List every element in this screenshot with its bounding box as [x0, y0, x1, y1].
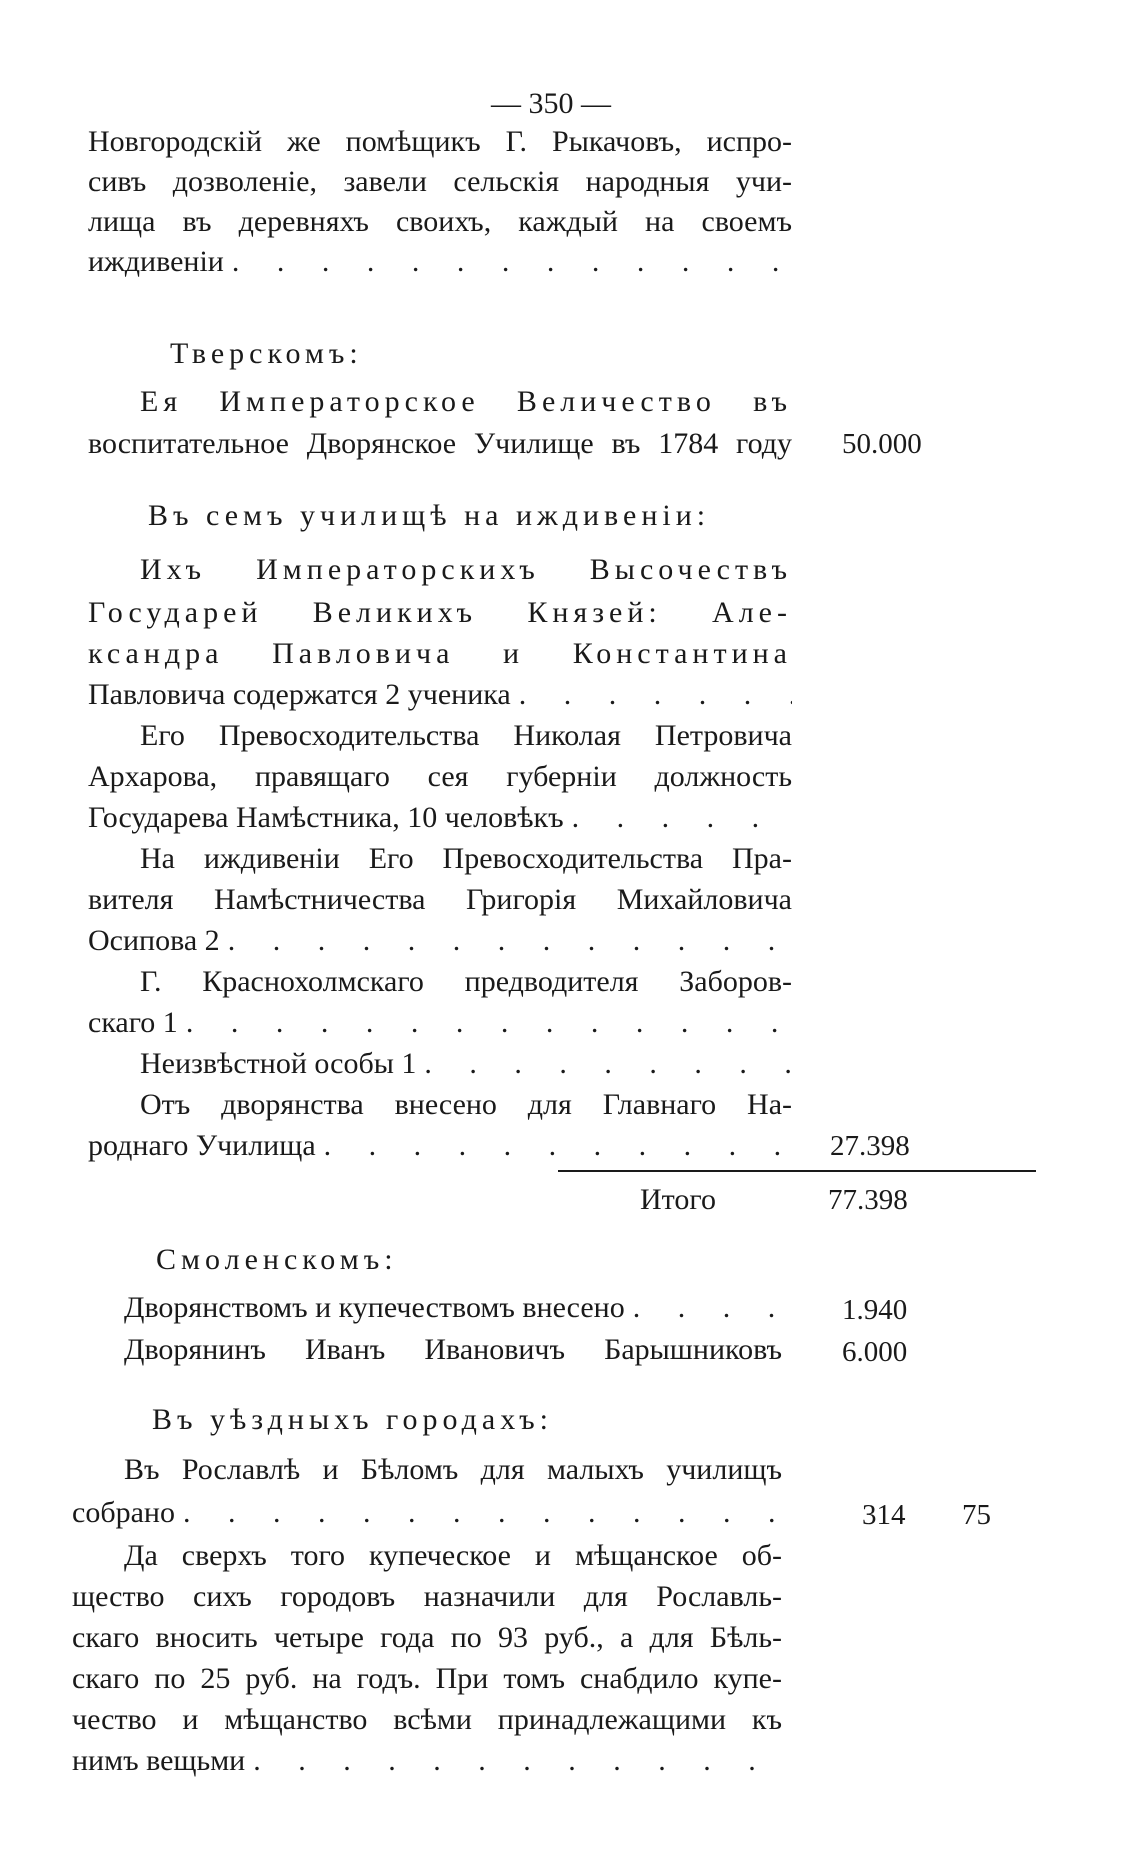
roslavl-line-1: Въ Рославлѣ и Бѣломъ для малыхъ училищъ: [124, 1453, 782, 1486]
roslavl-line-2: [72, 1495, 782, 1531]
zaborovsky-line-1: Г. Краснохолмскаго предводителя Заборов-: [140, 965, 792, 998]
extra-line-4: скаго по 25 руб. на годъ. При томъ снабдило купе-: [72, 1662, 782, 1695]
leader-dots: [245, 1743, 782, 1779]
empress-line-1: Ея Императорское Величество въ: [140, 385, 792, 418]
nobility-line-2: [88, 1128, 792, 1164]
leader-dots: [416, 1046, 792, 1082]
extra-line-2: щество сихъ городовъ назначили для Рославль-: [72, 1580, 782, 1613]
leader-dots: [224, 244, 792, 280]
extra-line-6: [72, 1743, 782, 1779]
grand-dukes-line-2: Государей Великихъ Князей: Але-: [88, 596, 792, 629]
extra-line-3: скаго вносить четыре года по 93 руб., а для Бѣль-: [72, 1621, 782, 1654]
smolensk-row-1-amount: 1.940: [842, 1294, 908, 1326]
unknown-person-line: [140, 1046, 792, 1082]
tver-subheading: Въ семъ училищѣ на иждивеніи:: [148, 499, 711, 532]
osipov-line-3-text: Осипова 2: [88, 924, 220, 957]
tver-heading: Тверскомъ:: [170, 337, 363, 370]
zaborovsky-line-2-text: скаго 1: [88, 1006, 178, 1039]
intro-line-1: Новгородскій же помѣщикъ Г. Рыкачовъ, испро-: [88, 125, 792, 158]
leader-dots: [220, 923, 792, 959]
smolensk-row-1: [124, 1290, 782, 1326]
zaborovsky-line-2: [88, 1005, 792, 1041]
osipov-line-2: вителя Намѣстничества Григорія Михайловича: [88, 883, 792, 916]
page-number: — 350 —: [491, 87, 611, 120]
smolensk-heading: Смоленскомъ:: [156, 1243, 398, 1276]
roslavl-line-2-text: собрано: [72, 1496, 175, 1529]
osipov-line-3: [88, 923, 792, 959]
grand-dukes-line-4: [88, 677, 792, 713]
intro-line-4-text: иждивеніи: [88, 245, 224, 278]
leader-dots: [316, 1128, 792, 1164]
grand-dukes-line-1: Ихъ Императорскихъ Высочествъ: [140, 553, 792, 586]
extra-line-5: чество и мѣщанство всѣми принадлежащими къ: [72, 1703, 782, 1736]
extra-line-1: Да сверхъ того купеческое и мѣщанское об-: [124, 1539, 782, 1572]
empress-line-2: воспитательное Дворянское Училище въ 1784 году: [88, 427, 792, 460]
grand-dukes-line-3: ксандра Павловича и Константина: [88, 637, 792, 670]
nobility-amount: 27.398: [830, 1130, 910, 1162]
arkharov-line-1: Его Превосходительства Николая Петровича: [140, 719, 792, 752]
arkharov-line-2: Архарова, правящаго сея губерніи должность: [88, 760, 792, 793]
nobility-line-2-text: роднаго Училища: [88, 1129, 316, 1162]
total-label: Итого: [640, 1183, 716, 1216]
grand-dukes-line-4-text: Павловича содержатся 2 ученика: [88, 678, 511, 711]
osipov-line-1: На иждивеніи Его Превосходительства Пра-: [140, 842, 792, 875]
district-heading: Въ уѣздныхъ городахъ:: [152, 1403, 553, 1436]
empress-amount: 50.000: [842, 428, 922, 460]
intro-line-2: сивъ дозволеніе, завели сельскія народныя учи-: [88, 165, 792, 198]
smolensk-row-1-label: Дворянствомъ и купечествомъ внесено: [124, 1291, 625, 1324]
extra-line-6-text: нимъ вещьми: [72, 1744, 246, 1777]
leader-dots: [564, 800, 792, 836]
total-amount: 77.398: [828, 1184, 908, 1216]
leader-dots: [178, 1005, 792, 1041]
smolensk-row-2-amount: 6.000: [842, 1336, 908, 1368]
unknown-person-text: Неизвѣстной особы 1: [140, 1047, 417, 1080]
nobility-line-1: Отъ дворянства внесено для Главнаго На-: [140, 1088, 792, 1121]
leader-dots: [511, 677, 792, 713]
roslavl-kopecks: 75: [962, 1499, 991, 1531]
arkharov-line-3-text: Государева Намѣстника, 10 человѣкъ: [88, 801, 564, 834]
arkharov-line-3: [88, 800, 792, 836]
smolensk-row-2-label: Дворянинъ Иванъ Ивановичъ Барышниковъ: [124, 1333, 782, 1366]
total-rule: [558, 1170, 1036, 1172]
intro-line-4: [88, 244, 792, 280]
leader-dots: [175, 1495, 782, 1531]
intro-line-3: лища въ деревняхъ своихъ, каждый на своемъ: [88, 205, 792, 238]
leader-dots: [625, 1290, 782, 1326]
roslavl-rubles: 314: [862, 1499, 906, 1531]
